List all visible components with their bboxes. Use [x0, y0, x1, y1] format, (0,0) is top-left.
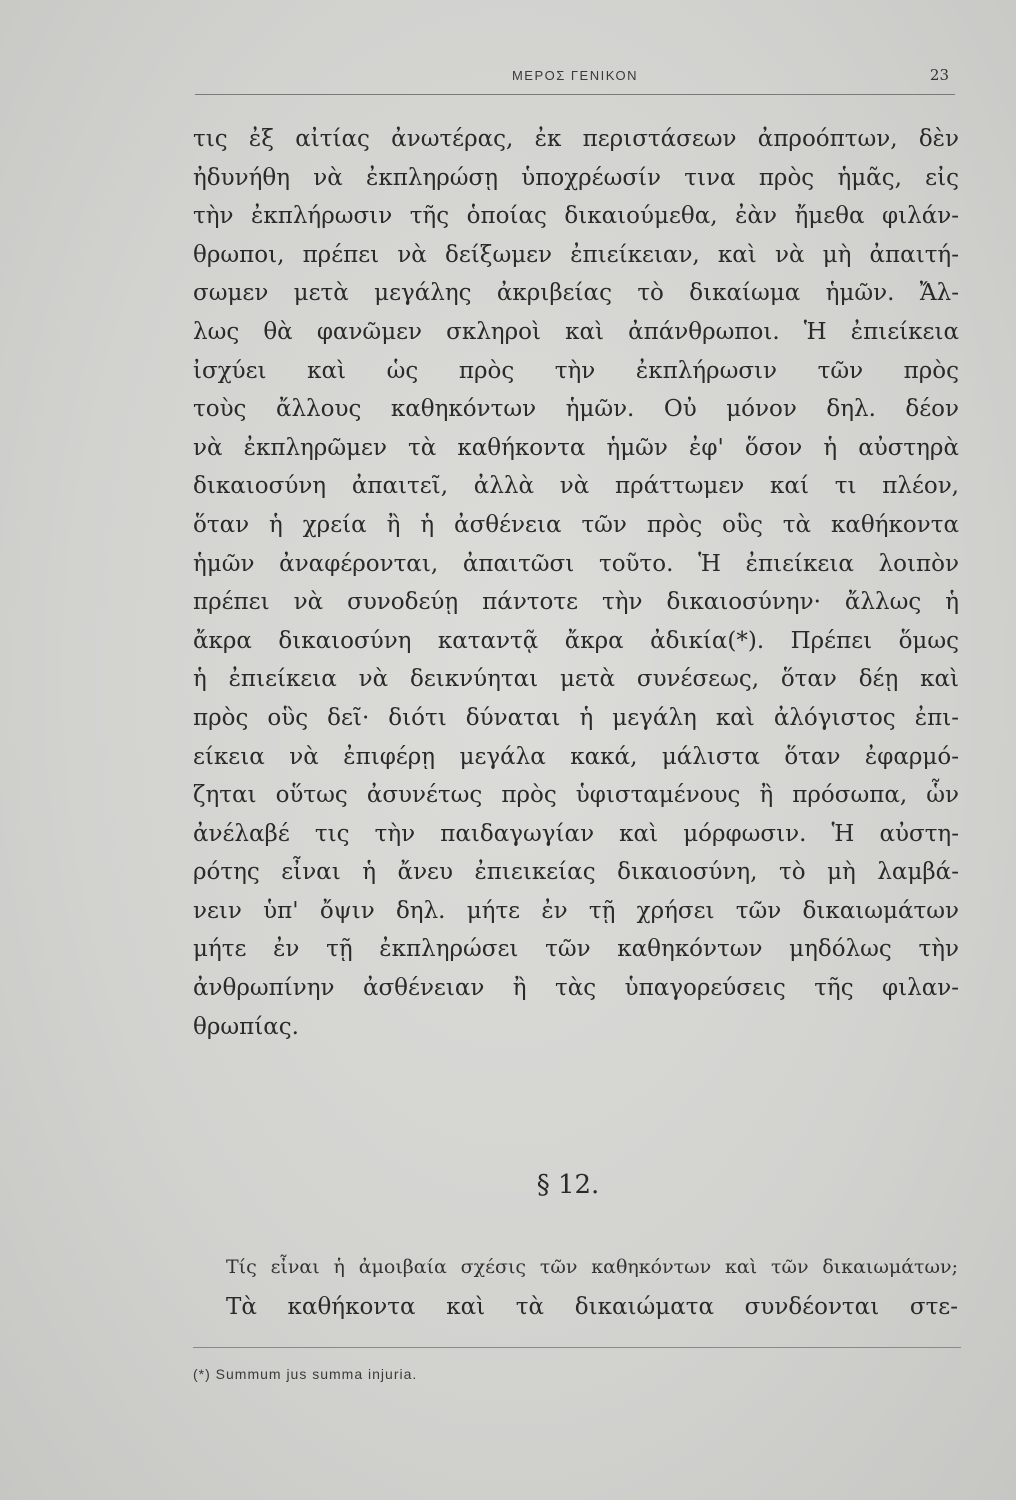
text-line: ζηται οὕτως ἀσυνέτως πρὸς ὑφισταμένους ἢ πρόσωπα, ὧν [193, 782, 959, 809]
text-line: νειν ὑπ' ὄψιν δηλ. μήτε ἐν τῇ χρήσει τῶν δικαιωμάτων [193, 897, 959, 924]
text-line: τοὺς ἄλλους καθηκόντων ἡμῶν. Οὐ μόνον δηλ. δέον [193, 396, 959, 423]
section-heading: § 12. [536, 1170, 600, 1200]
text-line: μήτε ἐν τῇ ἐκπληρώσει τῶν καθηκόντων μηδόλως τὴν [193, 936, 959, 963]
section-answer-start: Τὰ καθήκοντα καὶ τὰ δικαιώματα συνδέονται στε- [226, 1294, 958, 1320]
text-line: είκεια νὰ ἐπιφέρῃ μεγάλα κακά, μάλιστα ὅταν ἐφαρμό- [193, 743, 959, 770]
text-line: θρωπίας. [193, 1013, 299, 1040]
text-line: τις ἐξ αἰτίας ἀνωτέρας, ἐκ περιστάσεων ἀπροόπτων, δὲν [193, 126, 959, 152]
text-line: πρέπει νὰ συνοδεύῃ πάντοτε τὴν δικαιοσύνην· ἄλλως ἡ [193, 589, 959, 616]
text-line: ἡμῶν ἀναφέρονται, ἀπαιτῶσι τοῦτο. Ἡ ἐπιείκεια λοιπὸν [193, 550, 959, 577]
text-line: ἄκρα δικαιοσύνη καταντᾷ ἄκρα ἀδικία(*). Πρέπει ὅμως [193, 627, 959, 654]
footnote: (*) Summum jus summa injuria. [193, 1366, 418, 1382]
text-line: πρὸς οὓς δεῖ· διότι δύναται ἡ μεγάλη καὶ ἀλόγιστος ἐπι- [193, 704, 959, 731]
text-line: ἰσχύει καὶ ὡς πρὸς τὴν ἐκπλήρωσιν τῶν πρὸς [193, 357, 959, 384]
text-line: ἀνθρωπίνην ἀσθένειαν ἢ τὰς ὑπαγορεύσεις τῆς φιλαν- [193, 975, 959, 1002]
page-header [195, 64, 955, 95]
section-question: Τίς εἶναι ἡ ἀμοιβαία σχέσις τῶν καθηκόντων καὶ τῶν δικαιωμάτων; [226, 1256, 958, 1278]
text-line: τὴν ἐκπλήρωσιν τῆς ὁποίας δικαιούμεθα, ἐὰν ἤμεθα φιλάν- [193, 203, 959, 230]
footnote-divider [193, 1347, 961, 1348]
text-line: ἡ ἐπιείκεια νὰ δεικνύηται μετὰ συνέσεως, ὅταν δέῃ καὶ [193, 666, 959, 693]
running-head: ΜΕΡΟΣ ΓΕΝΙΚΟΝ [511, 68, 639, 83]
text-line: ἠδυνήθη νὰ ἐκπληρώσῃ ὑποχρέωσίν τινα πρὸς ἡμᾶς, εἰς [193, 164, 959, 191]
text-line: λως θὰ φανῶμεν σκληροὶ καὶ ἀπάνθρωποι. Ἡ ἐπιείκεια [193, 318, 959, 345]
text-line: σωμεν μετὰ μεγάλης ἀκριβείας τὸ δικαίωμα ἡμῶν. Ἄλ- [193, 280, 959, 307]
text-line: ἀνέλαβέ τις τὴν παιδαγωγίαν καὶ μόρφωσιν. Ἡ αὐστη- [193, 820, 959, 847]
body-text [193, 120, 959, 1046]
text-line: νὰ ἐκπληρῶμεν τὰ καθήκοντα ἡμῶν ἐφ' ὅσον ἡ αὐστηρὰ [193, 434, 959, 461]
text-line: δικαιοσύνη ἀπαιτεῖ, ἀλλὰ νὰ πράττωμεν καί τι πλέον, [193, 473, 959, 500]
text-line: ὅταν ἡ χρεία ἢ ἡ ἀσθένεια τῶν πρὸς οὓς τὰ καθήκοντα [193, 511, 959, 538]
text-line: θρωποι, πρέπει νὰ δείξωμεν ἐπιείκειαν, καὶ νὰ μὴ ἀπαιτή- [193, 241, 959, 268]
text-line: ρότης εἶναι ἡ ἄνευ ἐπιεικείας δικαιοσύνη, τὸ μὴ λαμβά- [193, 859, 959, 886]
page-number: 23 [929, 66, 949, 84]
